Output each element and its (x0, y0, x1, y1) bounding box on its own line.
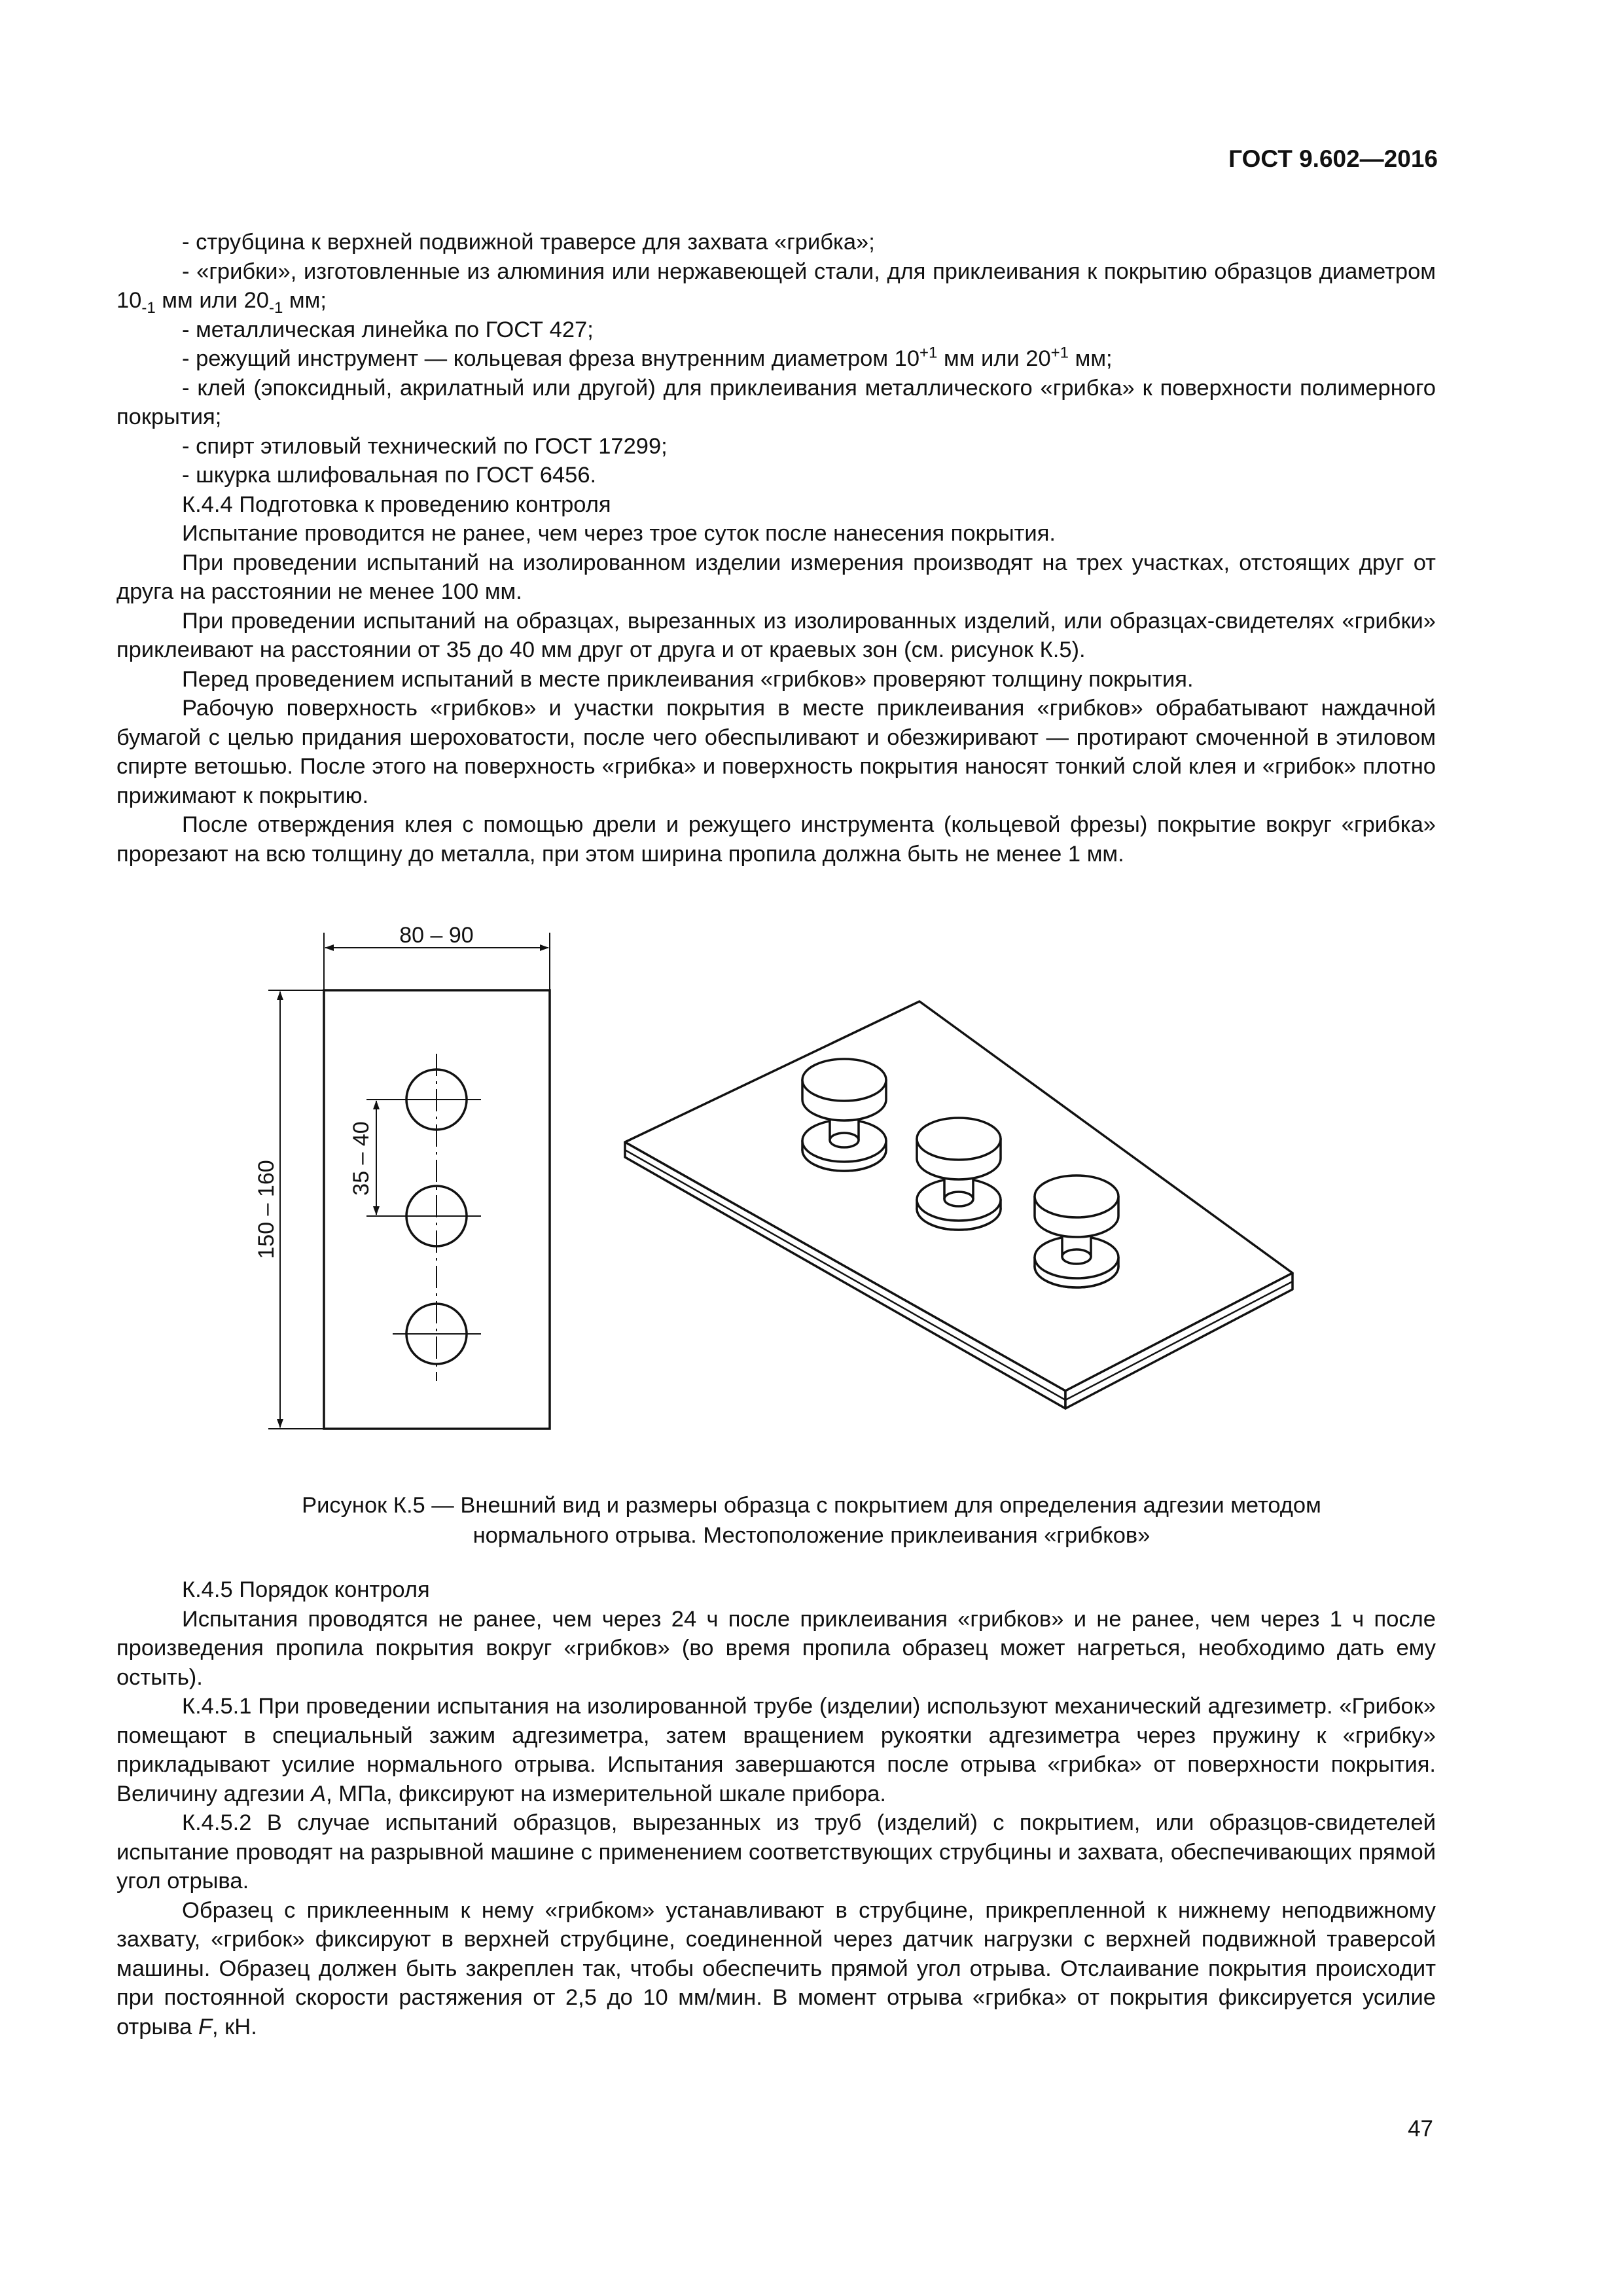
section-heading: К.4.5 Порядок контроля (182, 1577, 430, 1602)
section-heading: К.4.4 Подготовка к проведению контроля (182, 492, 611, 517)
paragraph: К.4.5.1 При проведении испытания на изолированной трубе (изделии) используют механический адгезиметр. «Грибок» помещают в специальный зажим адгезиметра, затем вращением рукоятки адгезиметра через пружину к «грибку» прикладывают усилие нормального отрыва. Испытания завершаются после отрыва «грибка» от поверхности покрытия. Величину адгезии А, МПа, фиксируют на измерительной шкале прибора. (116, 1694, 1436, 1806)
isometric-view (625, 1001, 1293, 1408)
dim-width-label: 80 – 90 (399, 923, 474, 948)
paragraph: - «грибки», изготовленные из алюминия или нержавеющей стали, для приклеивания к покрытию образцов диаметром $10_{-1}$ мм или $20_{-1}$ мм; (116, 259, 1436, 317)
mushroom-3 (1035, 1175, 1118, 1287)
paragraph: Испытание проводится не ранее, чем через трое суток после нанесения покрытия. (182, 521, 1056, 546)
dim-height-label: 150 – 160 (254, 1160, 279, 1259)
document-header: ГОСТ 9.602—2016 (1228, 145, 1438, 172)
text-block-bottom (116, 1575, 1436, 2041)
mushroom-2 (917, 1118, 1001, 1230)
paragraph: - спирт этиловый технический по ГОСТ 17299; (182, 433, 668, 459)
paragraph: При проведении испытаний на образцах, вырезанных из изолированных изделий, или образцах-свидетелях «грибки» приклеивают на расстоянии от 35 до 40 мм друг от друга и от краевых зон (см. рисунок К.5). (116, 608, 1436, 662)
plate-plan-view (268, 933, 550, 1429)
paragraph: - шкурка шлифовальная по ГОСТ 6456. (182, 463, 597, 488)
page-number: 47 (1408, 2116, 1433, 2142)
paragraph: При проведении испытаний на изолированном изделии измерения производят на трех участках, отстоящих друг от друга на расстоянии не менее 100 мм. (116, 550, 1436, 604)
figure-k5 (0, 903, 1623, 1466)
paragraph: - клей (эпоксидный, акрилатный или другой) для приклеивания металлического «грибка» к поверхности полимерного покрытия; (116, 375, 1436, 429)
paragraph: Перед проведением испытаний в месте приклеивания «грибков» проверяют толщину покрытия. (182, 666, 1194, 692)
paragraph: Испытания проводятся не ранее, чем через 24 ч после приклеивания «грибков» и не ранее, чем через 1 ч после произведения пропила покрытия вокруг «грибков» (во время пропила образец может нагреться, необходимо дать ему остыть). (116, 1606, 1436, 1690)
dim-spacing-label: 35 – 40 (349, 1121, 374, 1196)
figure-drawing (0, 903, 1623, 1466)
paragraph: - струбцина к верхней подвижной траверсе для захвата «грибка»; (182, 230, 875, 255)
mushroom-1 (802, 1059, 886, 1171)
paragraph: - металлическая линейка по ГОСТ 427; (182, 317, 594, 342)
paragraph: Рабочую поверхность «грибков» и участки покрытия в месте приклеивания «грибков» обрабатывают наждачной бумагой с целью придания шероховатости, после чего обеспыливают и обезжиривают — протирают смоченной в этиловом спирте ветошью. После этого на поверхность «грибка» и поверхность покрытия наносят тонкий слой клея и «грибок» плотно прижимают к покрытию. (116, 696, 1436, 808)
paragraph: - режущий инструмент — кольцевая фреза внутренним диаметром $10^{+1}$ мм или $20^{+1}$ мм; (182, 344, 1113, 371)
paragraph: После отверждения клея с помощью дрели и режущего инструмента (кольцевой фрезы) покрытие вокруг «грибка» прорезают на всю толщину до металла, при этом ширина пропила должна быть не менее 1 мм. (116, 812, 1436, 867)
paragraph: Образец с приклеенным к нему «грибком» устанавливают в струбцине, прикрепленной к нижнему неподвижному захвату, «грибок» фиксируют в верхней струбцине, соединенной через датчик нагрузки с верхней подвижной траверсой машины. Образец должен быть закреплен так, чтобы обеспечить прямой угол отрыва. Отслаивание покрытия происходит при постоянной скорости растяжения от 2,5 до 10 мм/мин. В момент отрыва «грибка» от покрытия фиксируется усилие отрыва F, кН. (116, 1897, 1436, 2039)
text-block-top (116, 228, 1436, 869)
paragraph: К.4.5.2 В случае испытаний образцов, вырезанных из труб (изделий) с покрытием, или образцов-свидетелей испытание проводят на разрывной машине с применением соответствующих струбцины и захвата, обеспечивающих прямой угол отрыва. (116, 1810, 1436, 1893)
figure-caption: Рисунок К.5 — Внешний вид и размеры образца с покрытием для определения адгезии методом нормального отрыва. Местоположение приклеивания «грибков» (302, 1493, 1321, 1548)
